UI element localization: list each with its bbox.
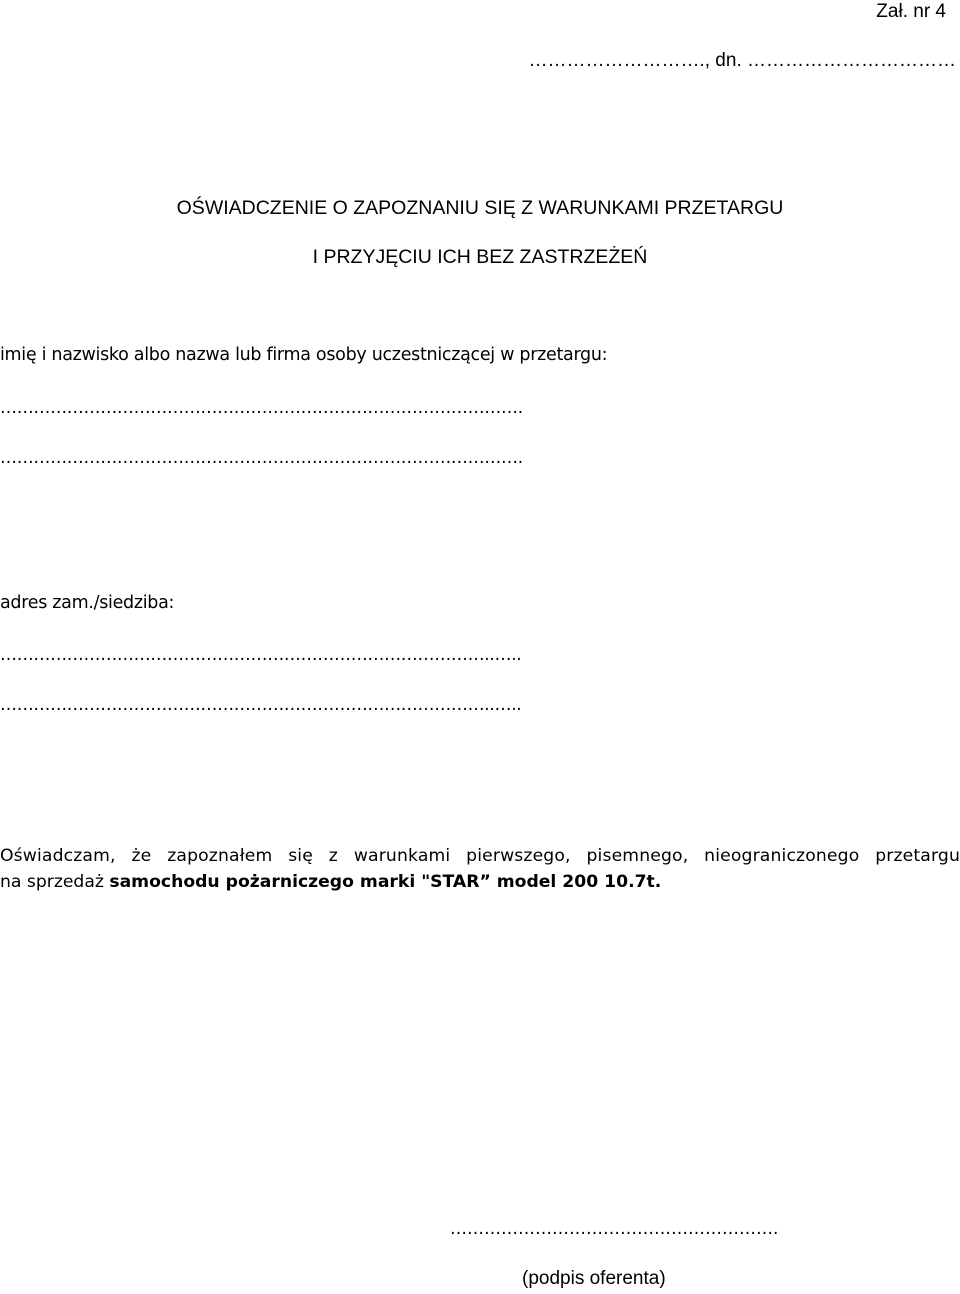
name-field-line-2: …………………………………………………………………………………. [0, 448, 523, 468]
signature-label: (podpis oferenta) [522, 1268, 666, 1289]
statement-suffix: . [654, 872, 662, 892]
statement-line-1: Oświadczam, że zapoznałem się z warunkami pierwszego, pisemnego, nieograniczonego przetargu [0, 846, 960, 866]
place-date-field: ………………………., dn. …………………………… [528, 50, 956, 71]
address-field-line-2: ……………………………………………………………………………..….. [0, 695, 522, 715]
statement-paragraph [0, 843, 960, 895]
name-field-line-1: …………………………………………………………………………………. [0, 398, 523, 418]
annex-number: Zał. nr 4 [876, 1, 946, 22]
signature-line: …………………………………………………. [450, 1219, 779, 1239]
address-field-line-1: ……………………………………………………………………………..….. [0, 645, 522, 665]
document-title: OŚWIADCZENIE O ZAPOZNANIU SIĘ Z WARUNKAMI PRZETARGU [176, 197, 784, 219]
address-label: adres zam./siedziba: [0, 593, 175, 613]
statement-line-2 [0, 869, 960, 895]
statement-prefix: na sprzedaż [0, 872, 110, 892]
name-label: imię i nazwisko albo nazwa lub firma osoby uczestniczącej w przetargu: [0, 345, 608, 365]
statement-subject: samochodu pożarniczego marki "STAR” model 200 10.7t [109, 872, 655, 892]
document-subtitle: I PRZYJĘCIU ICH BEZ ZASTRZEŻEŃ [312, 246, 648, 268]
